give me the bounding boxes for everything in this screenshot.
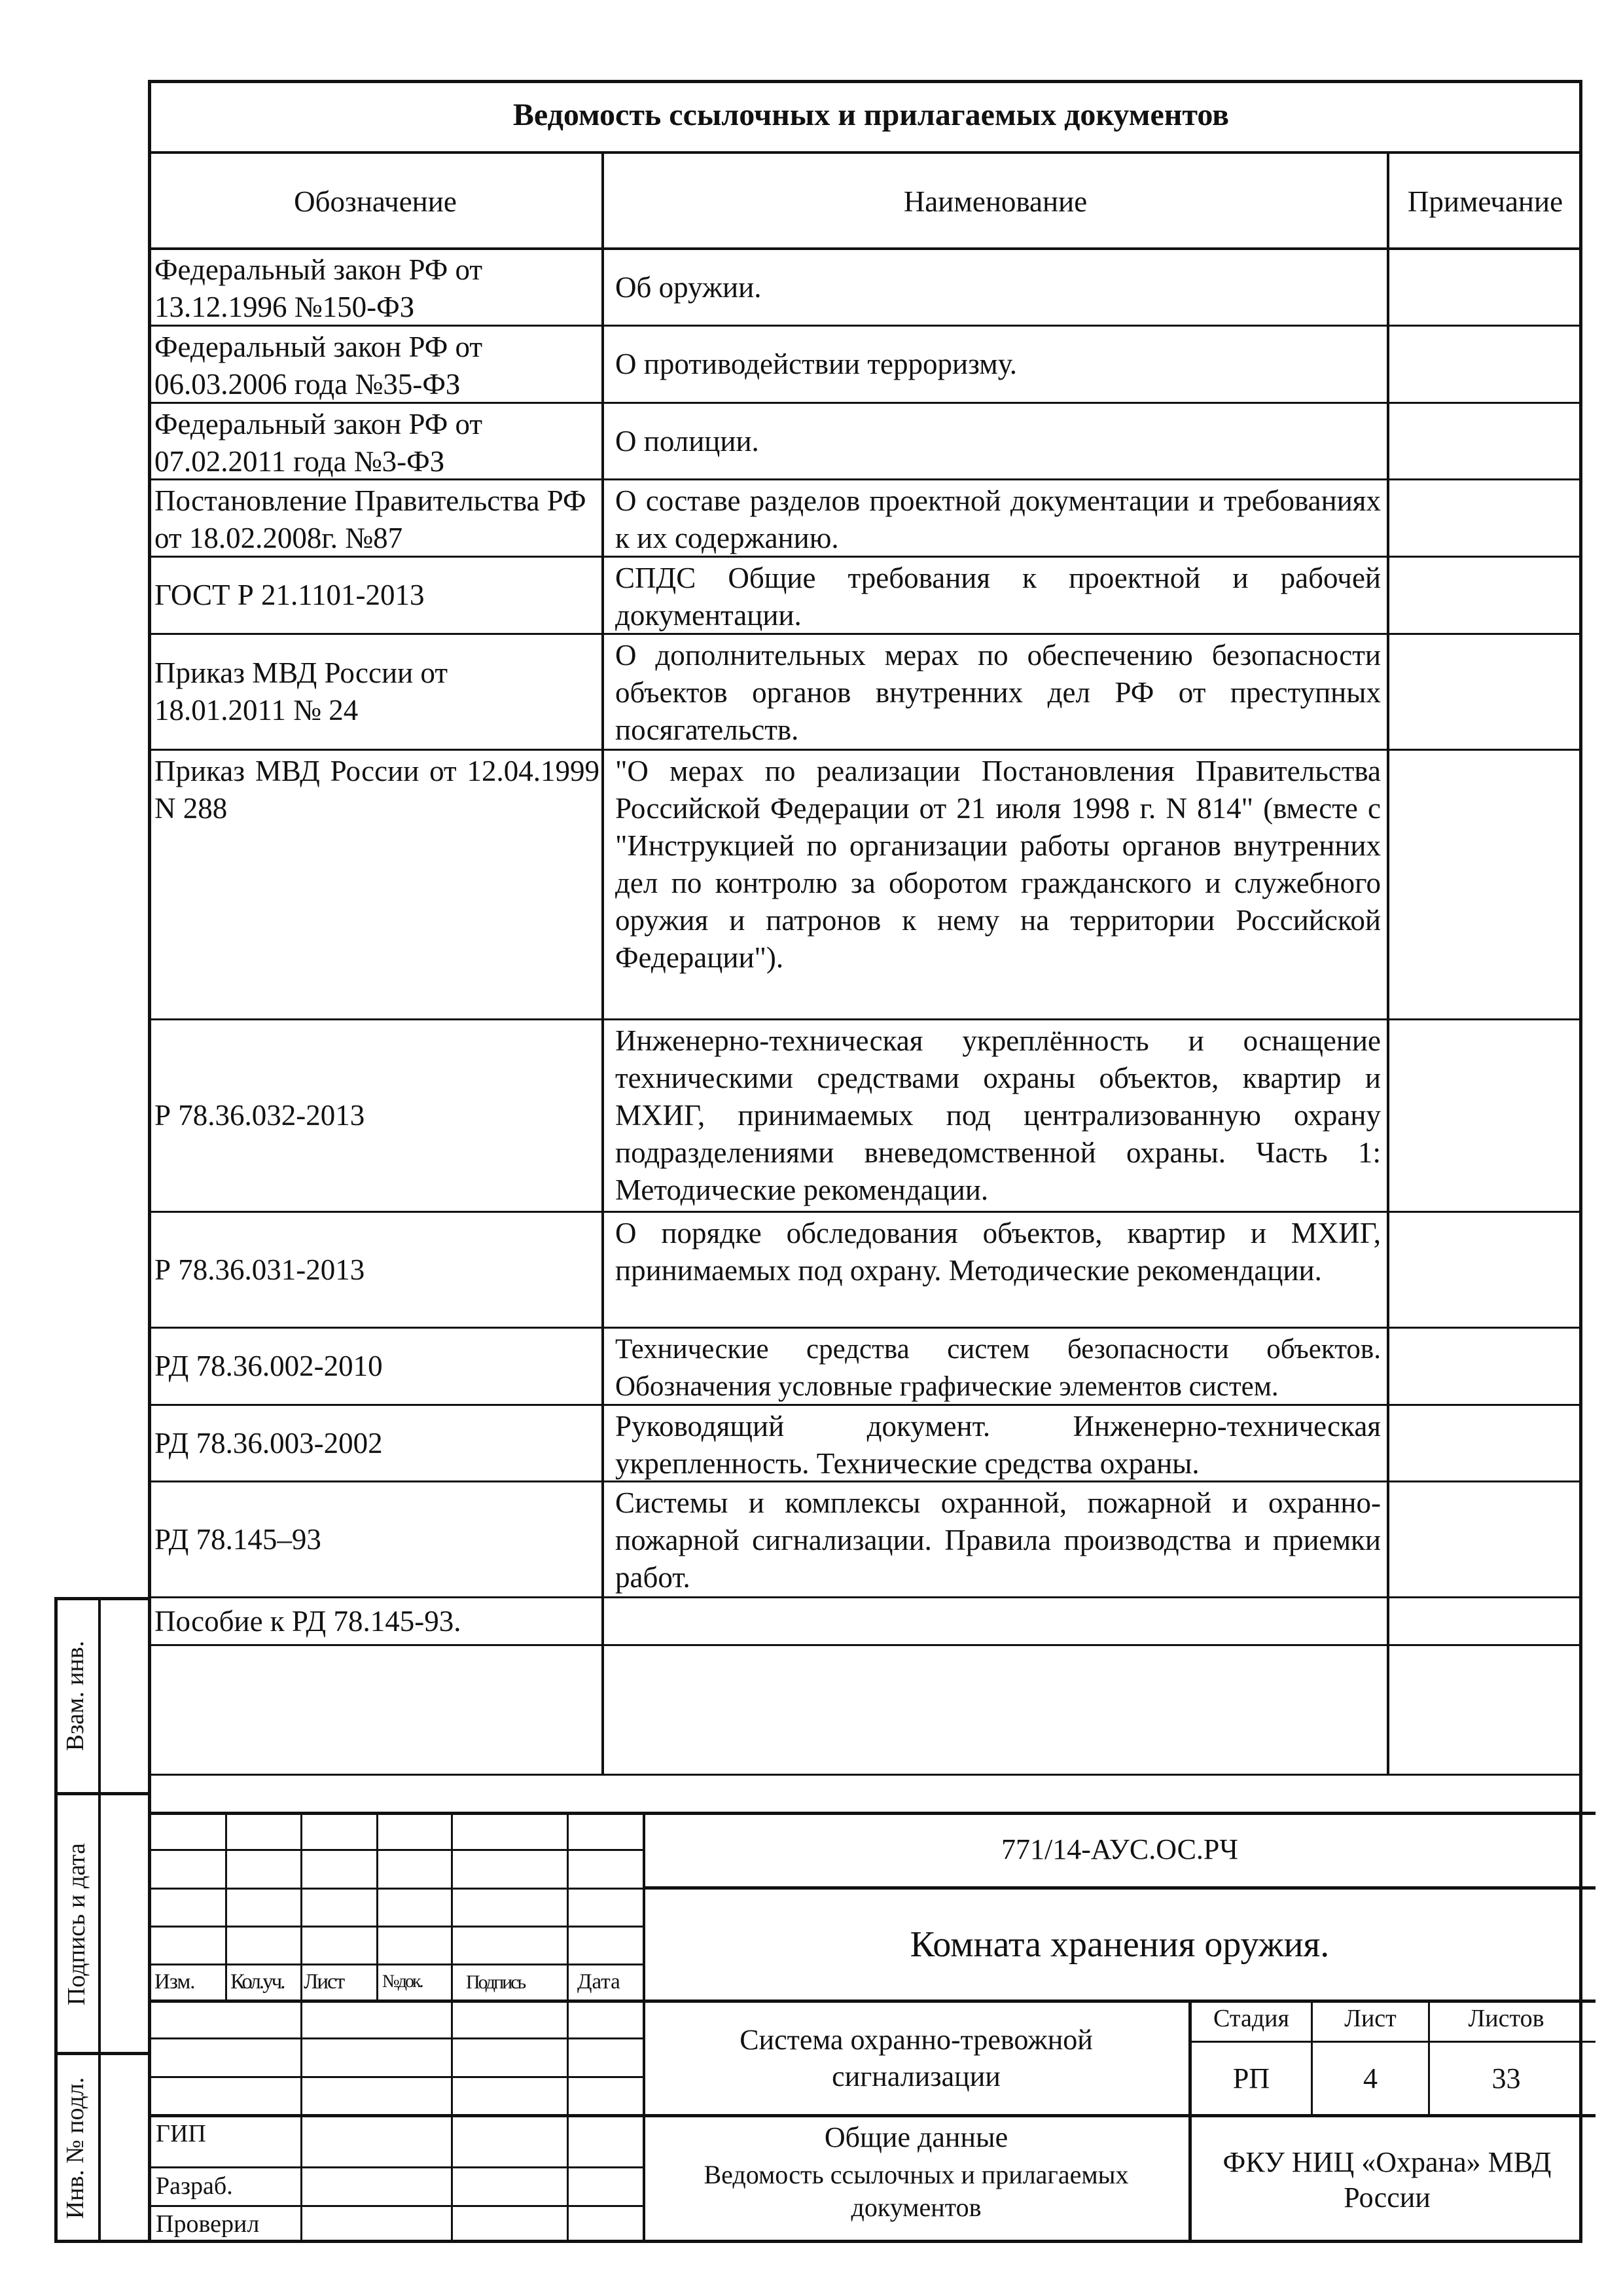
stamp-sheet: 4	[1363, 2062, 1378, 2094]
side-stamp-divider	[54, 1792, 148, 1795]
side-stamp-vzam: Взам. инв.	[62, 1640, 89, 1751]
table-cell-name: О полиции.	[615, 424, 759, 457]
table-cell-code: Пособие к РД 78.145-93.	[154, 1604, 461, 1638]
table-cell-code: ГОСТ Р 21.1101-2013	[154, 579, 425, 611]
table-cell-name: СПДС Общие требования к проектной и рабочей документации.	[615, 562, 1381, 632]
column-divider	[601, 154, 604, 1775]
table-cell-name: Технические средства систем безопасности объектов. Обозначения условные графические элементов систем.	[615, 1334, 1381, 1402]
stamp-role-proveril: Проверил	[156, 2210, 260, 2238]
table-cell-name: Инженерно-техническая укреплённость и оснащение техническими средствами охраны объектов, квартир и МХИГ, принимаемых под централизованную охрану подразделениями вневедомственной охраны. Часть 1: Методические рекомендации.	[615, 1024, 1381, 1206]
table-cell-code: Р 78.36.031-2013	[154, 1253, 365, 1286]
stamp-section-subtitle: Ведомость ссылочных и прилагаемых документов	[704, 2160, 1129, 2222]
stamp-sheets: 33	[1491, 2062, 1521, 2094]
stamp-col-data: Дата	[577, 1970, 620, 1994]
table-cell-code: Федеральный закон РФ от 13.12.1996 №150-ФЗ	[154, 253, 483, 323]
table-cell-code: РД 78.36.003-2002	[154, 1426, 383, 1460]
stamp-stage-label: Стадия	[1213, 2005, 1289, 2032]
stamp-grid-line	[148, 1849, 644, 1851]
stamp-grid-line	[376, 1812, 378, 2001]
stamp-object: Комната хранения оружия.	[910, 1924, 1330, 1965]
stamp-role-razrab: Разраб.	[156, 2172, 233, 2200]
table-cell-name: Системы и комплексы охранной, пожарной и охранно-пожарной сигнализации. Правила производства и приемки работ.	[615, 1486, 1381, 1594]
stamp-grid-line	[148, 1926, 644, 1928]
stamp-role-gip: ГИП	[156, 2120, 206, 2147]
table-cell-name: "О мерах по реализации Постановления Правительства Российской Федерации от 21 июля 1998 г. N 814" (вместе с "Инструкцией по организации работы органов внутренних дел по контролю за оборотом гражданского и служебного оружия и патронов к нему на территории Российской Федерации").	[615, 755, 1381, 974]
table-cell-name: О противодействии терроризму.	[615, 348, 1017, 380]
row-divider	[148, 1774, 1582, 1776]
stamp-grid-line	[148, 2076, 644, 2078]
table-cell-code: Приказ МВД России от 18.01.2011 № 24	[154, 656, 448, 726]
stamp-sheets-label: Листов	[1468, 2005, 1544, 2032]
stamp-grid-line	[148, 2166, 644, 2168]
table-cell-name: О составе разделов проектной документации и требованиях к их содержанию.	[615, 484, 1381, 554]
stamp-sheet-label: Лист	[1344, 2005, 1397, 2032]
stamp-section-title: Общие данные	[824, 2121, 1008, 2153]
stamp-col-ndok: №док.	[382, 1971, 422, 1992]
table-cell-code: РД 78.145–93	[154, 1522, 321, 1556]
header-note: Примечание	[1407, 185, 1563, 218]
table-cell-code: Федеральный закон РФ от 07.02.2011 года №3-ФЗ	[154, 408, 483, 478]
stamp-right-border	[1579, 1812, 1582, 2243]
stamp-grid-line	[300, 1812, 302, 2243]
stamp-grid-line	[148, 2205, 644, 2207]
stamp-grid-line	[148, 2037, 644, 2039]
stamp-grid-line	[451, 1812, 453, 2243]
side-stamp-divider	[98, 1597, 101, 2243]
side-stamp-podpis: Подпись и дата	[63, 1842, 90, 2006]
table-cell-code: Федеральный закон РФ от 06.03.2006 года №35-ФЗ	[154, 331, 483, 401]
row-divider	[148, 1644, 1582, 1646]
table-cell-code: Постановление Правительства РФ от 18.02.2008г. №87	[154, 484, 586, 554]
page-title-row	[148, 80, 1582, 154]
table-cell-code: Р 78.36.032-2013	[154, 1099, 365, 1132]
table-cell-code: РД 78.36.002-2010	[154, 1350, 383, 1382]
stamp-col-podpis: Подпись	[466, 1971, 525, 1993]
stamp-grid-line	[148, 1964, 644, 1965]
header-name: Наименование	[903, 185, 1088, 218]
stamp-doc-code: 771/14-АУС.ОС.РЧ	[1001, 1833, 1238, 1865]
page-title: Ведомость ссылочных и прилагаемых документов	[512, 98, 1230, 132]
stamp-grid-line	[1188, 2041, 1596, 2043]
row-divider	[148, 749, 1582, 751]
stamp-col-list: Лист	[304, 1970, 344, 1994]
stamp-stage: РП	[1232, 2062, 1270, 2094]
table-cell-name: Об оружии.	[615, 270, 762, 304]
table-cell-name: Руководящий документ. Инженерно-техническая укрепленность. Технические средства охраны.	[615, 1410, 1381, 1480]
side-stamp-inv: Инв. № подл.	[62, 2077, 89, 2219]
table-cell-name: О дополнительных мерах по обеспечению безопасности объектов органов внутренних дел РФ от преступных посягательств.	[615, 639, 1381, 746]
stamp-col-koluch: Кол.уч.	[230, 1970, 284, 1994]
header-designation: Обозначение	[294, 185, 457, 218]
table-cell-name: О порядке обследования объектов, квартир и МХИГ, принимаемых под охрану. Методические рекомендации.	[615, 1217, 1381, 1287]
stamp-grid-line	[148, 1888, 644, 1890]
column-divider	[1387, 154, 1389, 1775]
stamp-system: Система охранно-тревожной сигнализации	[740, 2024, 1093, 2092]
stamp-organization: ФКУ НИЦ «Охрана» МВД России	[1222, 2146, 1552, 2214]
stamp-col-izm: Изм.	[154, 1970, 195, 1994]
table-cell-code: Приказ МВД России от 12.04.1999 N 288	[154, 755, 599, 825]
stamp-grid-line	[567, 1812, 569, 2243]
